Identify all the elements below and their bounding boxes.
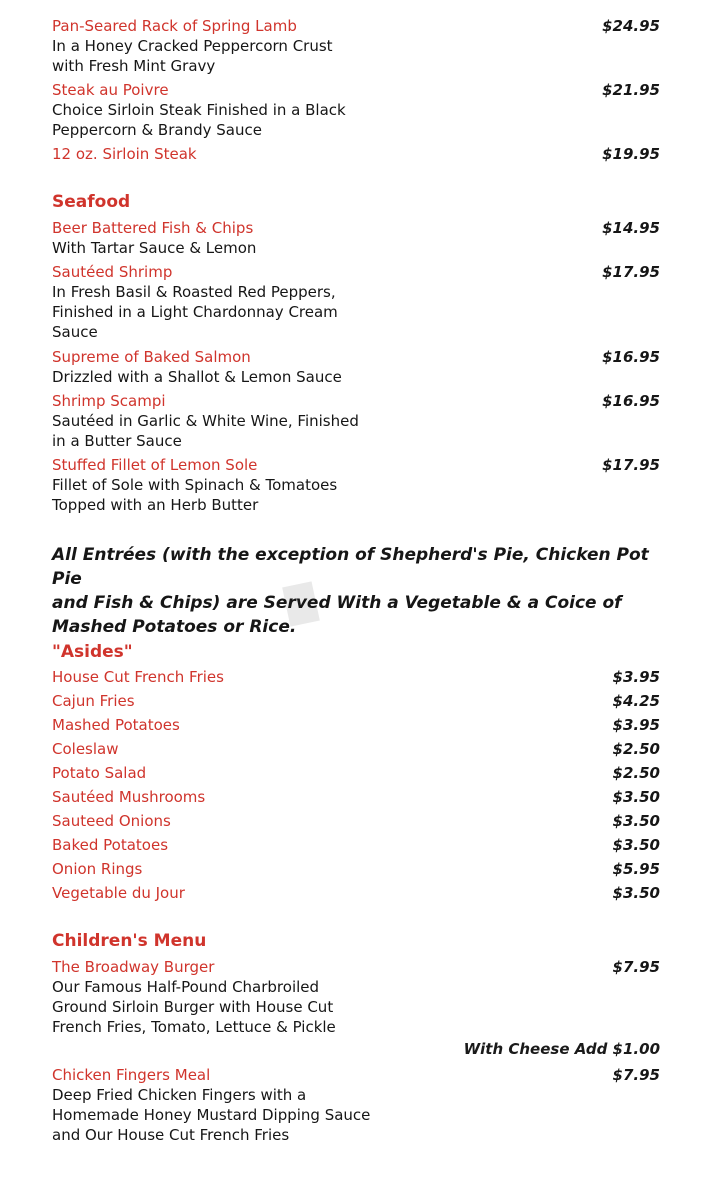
menu-item bbox=[52, 80, 664, 140]
item-description: Choice Sirloin Steak Finished in a Black bbox=[52, 101, 346, 119]
note-line: Mashed Potatoes or Rice. bbox=[52, 617, 297, 637]
item-price: $7.95 bbox=[612, 958, 660, 976]
section-title-childrens-menu: Children's Menu bbox=[52, 931, 207, 951]
item-description: with Fresh Mint Gravy bbox=[52, 57, 216, 75]
item-price: $16.95 bbox=[602, 348, 660, 366]
item-description: Fillet of Sole with Spinach & Tomatoes bbox=[52, 476, 338, 494]
menu-item bbox=[52, 144, 664, 164]
item-price: $3.95 bbox=[612, 668, 660, 686]
section-title-seafood: Seafood bbox=[52, 192, 131, 212]
item-price: $3.50 bbox=[612, 884, 660, 902]
item-name: Coleslaw bbox=[52, 740, 119, 758]
item-name: Sauteed Onions bbox=[52, 812, 171, 830]
item-name: Baked Potatoes bbox=[52, 836, 169, 854]
item-price: $3.50 bbox=[612, 812, 660, 830]
item-name: Potato Salad bbox=[52, 764, 147, 782]
entree-note bbox=[52, 543, 662, 639]
item-name: Mashed Potatoes bbox=[52, 716, 180, 734]
item-name: Stuffed Fillet of Lemon Sole bbox=[52, 456, 258, 474]
item-description: With Tartar Sauce & Lemon bbox=[52, 239, 257, 257]
item-name: Supreme of Baked Salmon bbox=[52, 348, 251, 366]
item-price: $3.50 bbox=[612, 836, 660, 854]
list-item bbox=[52, 689, 664, 713]
item-description: In Fresh Basil & Roasted Red Peppers, bbox=[52, 283, 336, 301]
menu-item bbox=[52, 218, 664, 258]
list-item bbox=[52, 761, 664, 785]
item-price: $2.50 bbox=[612, 740, 660, 758]
list-item bbox=[52, 737, 664, 761]
item-price: $3.50 bbox=[612, 788, 660, 806]
item-name: Sautéed Shrimp bbox=[52, 263, 173, 281]
section-title-asides: "Asides" bbox=[52, 642, 133, 662]
asides-list bbox=[52, 665, 664, 905]
item-description: French Fries, Tomato, Lettuce & Pickle bbox=[52, 1018, 336, 1036]
item-description: Homemade Honey Mustard Dipping Sauce bbox=[52, 1106, 371, 1124]
menu-item bbox=[52, 455, 664, 515]
item-name: 12 oz. Sirloin Steak bbox=[52, 145, 197, 163]
item-name: Shrimp Scampi bbox=[52, 392, 166, 410]
note-line: All Entrées (with the exception of Shepherd's Pie, Chicken Pot Pie bbox=[52, 545, 649, 589]
item-description: in a Butter Sauce bbox=[52, 432, 182, 450]
item-description: Drizzled with a Shallot & Lemon Sauce bbox=[52, 368, 342, 386]
item-price: $21.95 bbox=[602, 81, 660, 99]
item-name: Steak au Poivre bbox=[52, 81, 169, 99]
item-description: Finished in a Light Chardonnay Cream bbox=[52, 303, 338, 321]
item-price: $16.95 bbox=[602, 392, 660, 410]
item-name: House Cut French Fries bbox=[52, 668, 224, 686]
item-description: Peppercorn & Brandy Sauce bbox=[52, 121, 262, 139]
item-price: $3.95 bbox=[612, 716, 660, 734]
list-item bbox=[52, 713, 664, 737]
item-name: Onion Rings bbox=[52, 860, 143, 878]
item-description: Our Famous Half-Pound Charbroiled bbox=[52, 978, 320, 996]
list-item bbox=[52, 785, 664, 809]
list-item bbox=[52, 857, 664, 881]
menu-item bbox=[52, 391, 664, 451]
item-description: Sauce bbox=[52, 323, 98, 341]
item-price: $17.95 bbox=[602, 263, 660, 281]
item-name: Vegetable du Jour bbox=[52, 884, 185, 902]
item-name: Cajun Fries bbox=[52, 692, 135, 710]
menu-item bbox=[52, 957, 664, 1059]
item-description: Ground Sirloin Burger with House Cut bbox=[52, 998, 334, 1016]
item-description: and Our House Cut French Fries bbox=[52, 1126, 290, 1144]
item-price: $24.95 bbox=[602, 17, 660, 35]
item-price: $4.25 bbox=[612, 692, 660, 710]
item-description: Topped with an Herb Butter bbox=[52, 496, 259, 514]
menu-item bbox=[52, 16, 664, 76]
list-item bbox=[52, 809, 664, 833]
menu-item bbox=[52, 347, 664, 387]
item-name: Chicken Fingers Meal bbox=[52, 1066, 211, 1084]
item-name: Sautéed Mushrooms bbox=[52, 788, 206, 806]
item-description: Sautéed in Garlic & White Wine, Finished bbox=[52, 412, 359, 430]
item-name: The Broadway Burger bbox=[52, 958, 215, 976]
list-item bbox=[52, 881, 664, 905]
item-price: $14.95 bbox=[602, 219, 660, 237]
item-name: Pan-Seared Rack of Spring Lamb bbox=[52, 17, 297, 35]
item-description: In a Honey Cracked Peppercorn Crust bbox=[52, 37, 333, 55]
item-price: $2.50 bbox=[612, 764, 660, 782]
list-item bbox=[52, 833, 664, 857]
item-description: Deep Fried Chicken Fingers with a bbox=[52, 1086, 307, 1104]
menu-item bbox=[52, 1065, 664, 1145]
menu-item bbox=[52, 262, 664, 342]
item-price: $7.95 bbox=[612, 1066, 660, 1084]
item-price: $19.95 bbox=[602, 145, 660, 163]
note-line: and Fish & Chips) are Served With a Vegetable & a Coice of bbox=[52, 593, 622, 613]
item-price: $17.95 bbox=[602, 456, 660, 474]
list-item bbox=[52, 665, 664, 689]
item-name: Beer Battered Fish & Chips bbox=[52, 219, 254, 237]
cheese-addon: With Cheese Add $1.00 bbox=[463, 1040, 660, 1058]
item-price: $5.95 bbox=[612, 860, 660, 878]
